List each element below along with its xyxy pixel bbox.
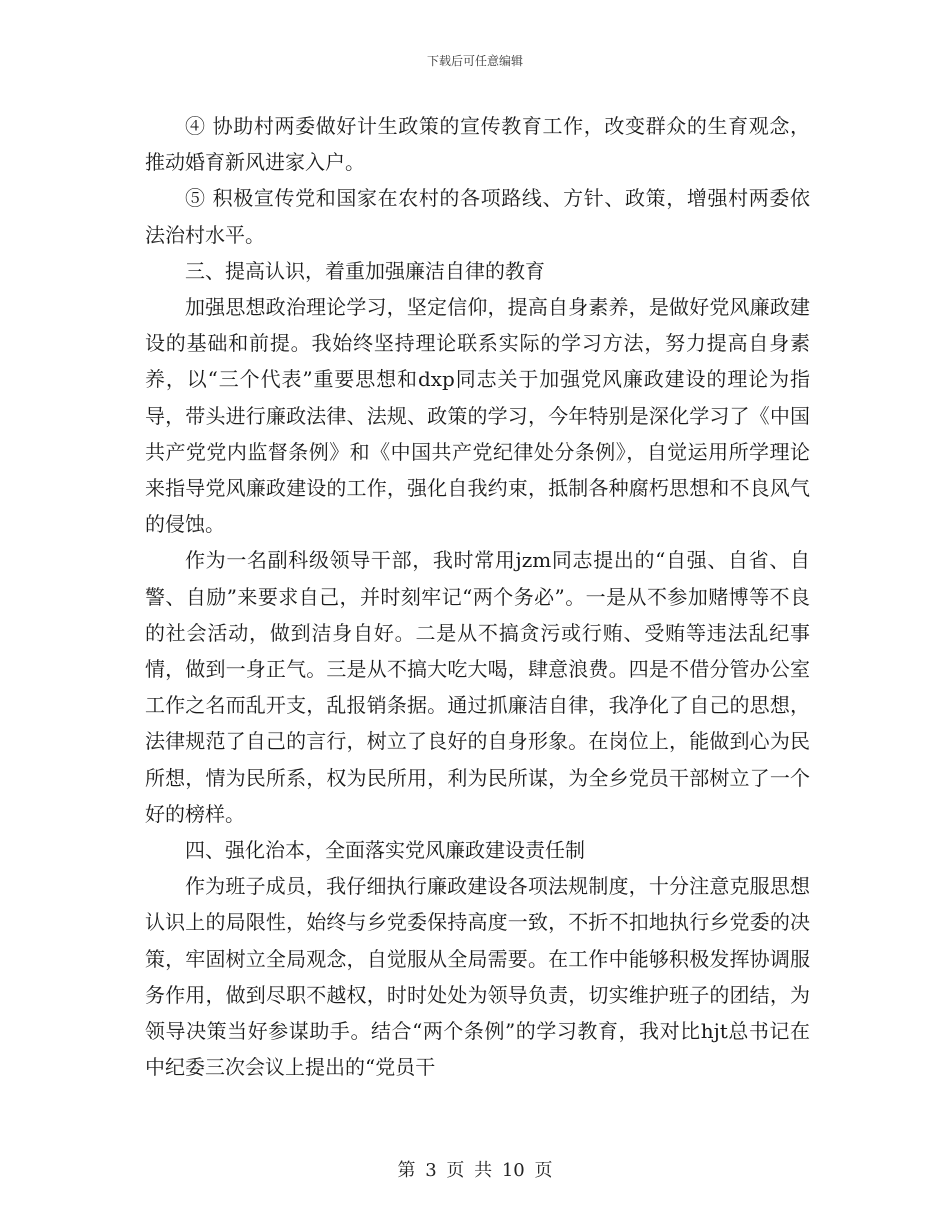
document-body <box>145 108 810 1085</box>
paragraph-item-4: ④ 协助村两委做好计生政策的宣传教育工作，改变群众的生育观念，推动婚育新风进家入户。 <box>145 114 810 175</box>
paragraph-item-5: ⑤ 积极宣传党和国家在农村的各项路线、方针、政策，增强村两委依法治村水平。 <box>145 186 810 247</box>
page-header: 下载后可任意编辑 <box>426 54 523 68</box>
paragraph-self-discipline: 作为一名副科级领导干部，我时常用jzm同志提出的“自强、自省、自警、自励”来要求自己，并时刻牢记“两个务必”。一是从不参加赌博等不良的社会活动，做到洁身自好。二是从不搞贪污或行贿、受贿等违法乱纪事情，做到一身正气。三是从不搞大吃大喝，肆意浪费。四是不借分管办公室工作之名而乱开支，乱报销条据。通过抓廉洁自律，我净化了自己的思想，法律规范了自己的言行，树立了良好的自身形象。在岗位上，能做到心为民所想，情为民所系，权为民所用，利为民所谋，为全乡党员干部树立了一个好的榜样。 <box>145 548 810 826</box>
paragraph-theory-study: 加强思想政治理论学习，坚定信仰，提高自身素养，是做好党风廉政建设的基础和前提。我始终坚持理论联系实际的学习方法，努力提高自身素养，以“三个代表”重要思想和dxp同志关于加强党风廉政建设的理论为指导，带头进行廉政法律、法规、政策的学习，今年特别是深化学习了《中国共产党党内监督条例》和《中国共产党纪律处分条例》，自觉运用所学理论来指导党风廉政建设的工作，强化自我约束，抵制各种腐朽思想和不良风气的侵蚀。 <box>145 295 810 537</box>
page-footer: 第 3 页 共 10 页 <box>397 1160 553 1181</box>
paragraph-team-member: 作为班子成员，我仔细执行廉政建设各项法规制度，十分注意克服思想认识上的局限性，始终与乡党委保持高度一致，不折不扣地执行乡党委的决策，牢固树立全局观念，自觉服从全局需要。在工作中能够积极发挥协调服务作用，做到尽职不越权，时时处处为领导负责，切实维护班子的团结，为领导决策当好参谋助手。结合“两个条例”的学习教育，我对比hjt总书记在中纪委三次会议上提出的“党员干 <box>145 874 810 1080</box>
section-heading-3: 三、提高认识，着重加强廉洁自律的教育 <box>185 258 545 283</box>
section-heading-4: 四、强化治本，全面落实党风廉政建设责任制 <box>185 838 585 863</box>
